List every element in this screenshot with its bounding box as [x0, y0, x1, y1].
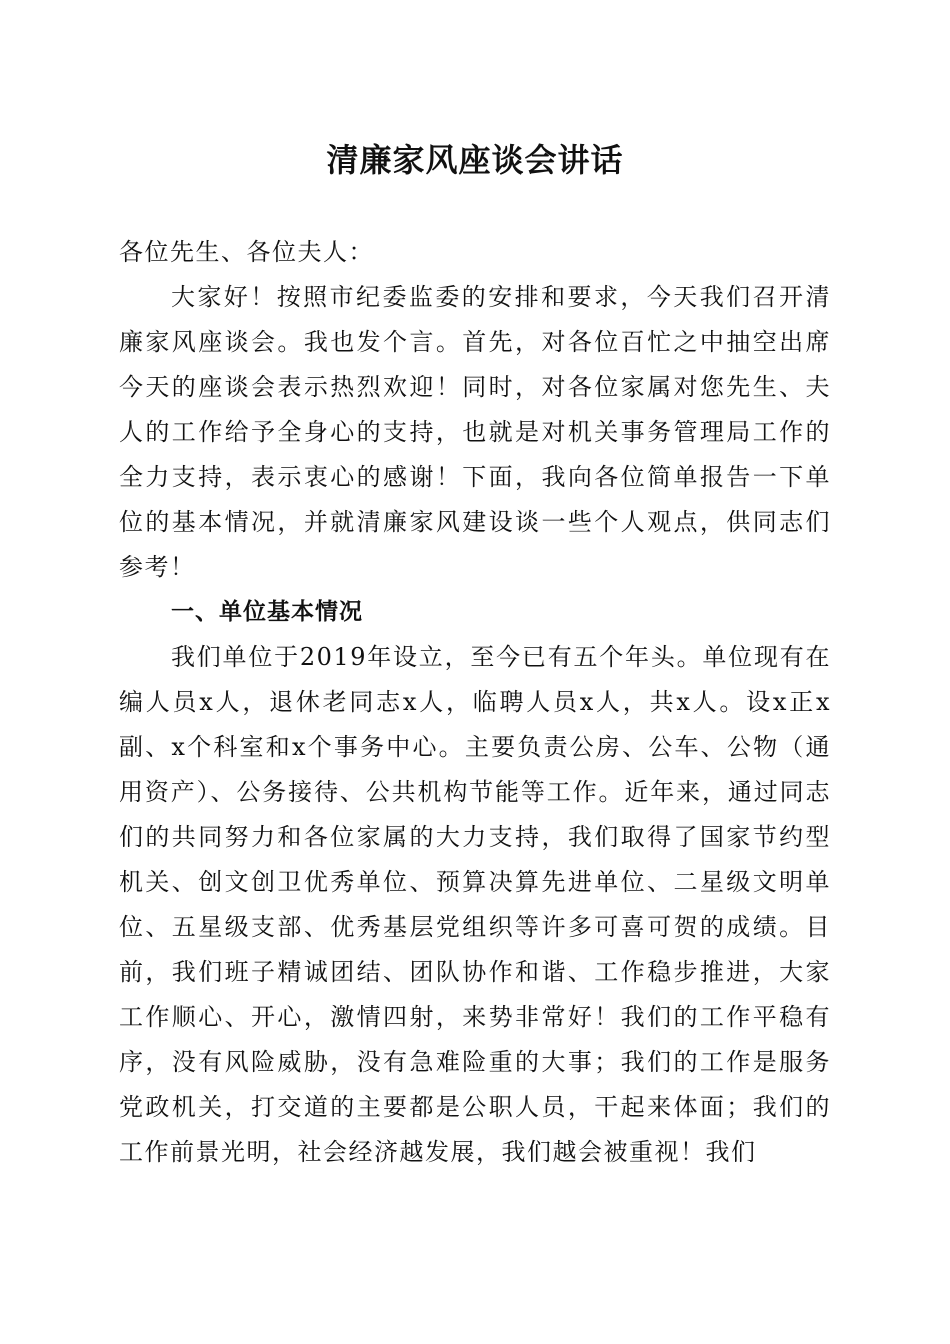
document-body — [119, 230, 831, 1175]
section-paragraph: 我们单位于2019年设立，至今已有五个年头。单位现有在编人员x人，退休老同志x人，临聘人员x人，共x人。设x正x副、x个科室和x个事务中心。主要负责公房、公车、公物（通用资产）、公务接待、公共机构节能等工作。近年来，通过同志们的共同努力和各位家属的大力支持，我们取得了国家节约型机关、创文创卫优秀单位、预算决算先进单位、二星级文明单位、五星级支部、优秀基层党组织等许多可喜可贺的成绩。目前，我们班子精诚团结、团队协作和谐、工作稳步推进，大家工作顺心、开心，激情四射，来势非常好！我们的工作平稳有序，没有风险威胁，没有急难险重的大事；我们的工作是服务党政机关，打交道的主要都是公职人员，干起来体面；我们的工作前景光明，社会经济越发展，我们越会被重视！我们 — [119, 643, 831, 1166]
opening-paragraph: 大家好！按照市纪委监委的安排和要求，今天我们召开清廉家风座谈会。我也发个言。首先，对各位百忙之中抽空出席今天的座谈会表示热烈欢迎！同时，对各位家属对您先生、夫人的工作给予全身心的支持，也就是对机关事务管理局工作的全力支持，表示衷心的感谢！下面，我向各位简单报告一下单位的基本情况，并就清廉家风建设谈一些个人观点，供同志们参考！ — [119, 283, 831, 581]
section-heading: 一、单位基本情况 — [171, 599, 363, 625]
document-title: 清廉家风座谈会讲话 — [326, 141, 624, 179]
salutation: 各位先生、各位夫人： — [119, 238, 374, 266]
